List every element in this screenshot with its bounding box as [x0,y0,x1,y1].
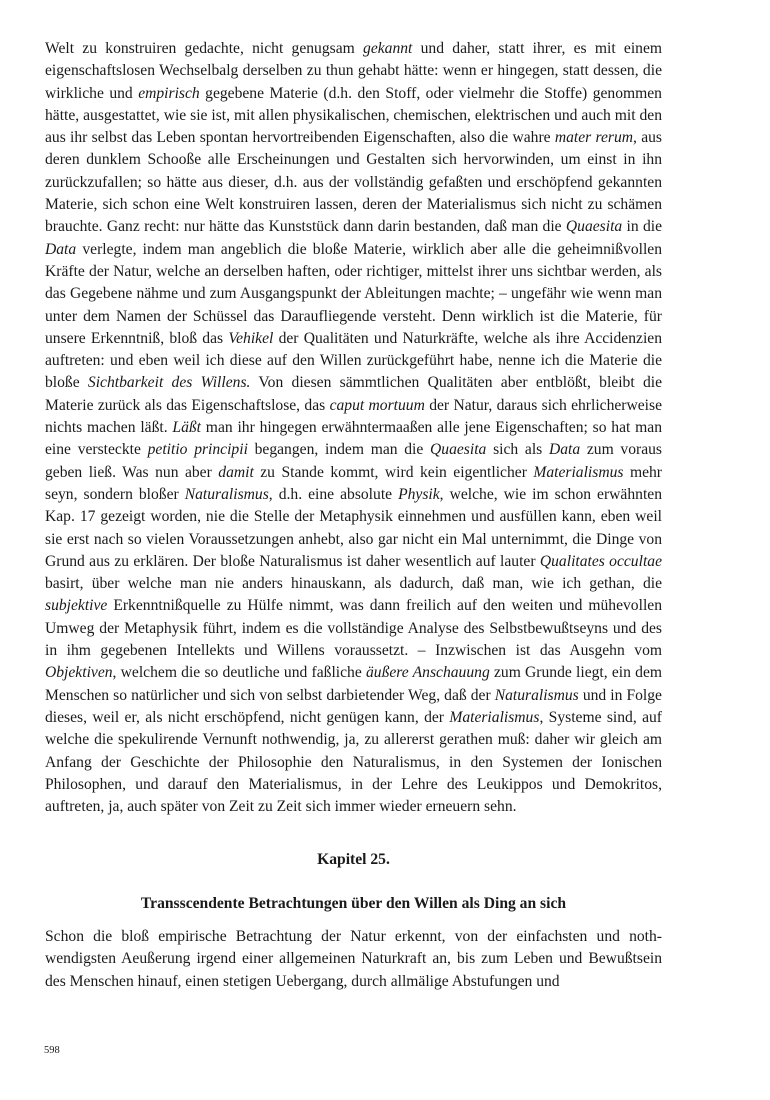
text-run: , Systeme sind, auf welche die spekulirende Vernunft nothwendig, ja, zu allererst gerathen muß: daher wir gleich am Anfang der Geschichte der Philosophie den Naturalismus, in den Systemen der Ionischen Philosophen, und darauf den Materialismus, in der Lehre des Leukippos und Demokritos, auftreten, ja, auch später von Zeit zu Zeit sich immer wieder erneuern sehn. [45,708,662,816]
body-paragraph [45,926,662,993]
text-run: Erkenntnißquelle zu Hülfe nimmt, was dann freilich auf den weiten und mühevollen Umweg der Metaphysik führt, indem es die vollständige Analyse des Selbstbewußtseyns und des in ihm gegebenen Intellekts und Willens voraussetzt. – Inzwischen ist das Ausgehn vom [45,597,662,660]
text-run: Schon die bloß empirische Betrachtung der Natur erkennt, von der einfachsten und nothwendigsten Aeußerung irgend einer allgemeinen Naturkraft an, bis zum Leben und Bewußtsein des Menschen hinauf, einen stetigen Uebergang, durch allmälige Abstufungen und [45,927,662,990]
text-run: basirt, über welche man nie anders hinauskann, als dadurch, daß man, wie ich gethan, die [45,575,662,593]
text-run: zum voraus geben ließ. Was nun aber [45,441,663,481]
italic-run: empirisch [138,84,200,102]
text-run: begangen, indem man die [247,441,431,459]
italic-run: Quaesita [430,441,487,459]
italic-run: Naturalismus [494,686,579,704]
text-run: zum Grunde liegt, ein dem Menschen so natürlicher und sich von selbst darbietender Weg, daß der [45,664,662,704]
italic-run: caput mortuum [329,396,425,414]
italic-run: petitio principii [147,441,248,459]
italic-run: Materialismus [533,463,624,481]
text-run: verlegte, indem man angeblich die bloße Materie, wirklich aber alle die geheimnißvollen Kräfte der Natur, welche an derselben haften, oder richtiger, mittelst ihrer uns sichtbar werden, als das Gegebene nähme und zum Ausgangspunkt der Ableitungen machte; – ungefähr wie wenn man unter dem Namen der Schüssel das Daraufliegende versteht. Denn wirklich ist die Materie, für unsere Erkenntniß, bloß das [45,240,662,347]
italic-run: Physik [398,485,440,503]
italic-run: Sichtbarkeit des Willens. [87,374,251,392]
italic-run: subjektive [45,597,108,615]
body-paragraph [45,38,662,818]
text-run: gegebene Materie (d.h. den Stoff, oder vielmehr die Stoffe) genommen hätte, ausgestattet, wie sie ist, mit allen physikalischen, chemischen, elektrischen und auch mit den aus ihr selbst das Leben spontan hervortreibenden Eigenschaften, also die wahre [45,84,662,147]
text-run: man ihr hingegen erwähntermaaßen alle jene Eigenschaften; so hat man eine versteckte [45,419,662,459]
page-number: 598 [44,1045,60,1056]
italic-run: mater rerum [554,129,634,147]
text-run: mehr seyn, sondern bloßer [45,463,662,503]
italic-run: Data [548,441,581,459]
italic-run: Läßt [172,419,202,437]
italic-run: Materialismus [449,708,540,726]
text-run: in die [622,218,662,236]
chapter-subtitle: Transscendente Betrachtungen über den Willen als Ding an sich [140,894,567,912]
page-body [45,38,662,993]
text-run: und in Folge dieses, weil er, als nicht erschöpfend, nicht genügen kann, der [45,686,662,726]
italic-run: Qualitates occultae [539,552,662,570]
italic-run: Quaesita [565,218,623,236]
italic-run: Data [45,240,77,258]
italic-run: Naturalismus [184,485,269,503]
text-run: Welt zu konstruiren gedachte, nicht genugsam [45,40,364,57]
italic-run: gekannt [363,40,413,57]
italic-run: damit [218,463,254,481]
italic-run: Objektiven [45,664,113,682]
text-run: , d.h. eine absolute [268,485,399,503]
italic-run: Vehikel [228,329,274,347]
text-run: , welchem die so deutliche und faßliche [112,664,366,682]
text-run: und daher, statt ihrer, es mit einem eigenschaftslosen Wechselbalg derselben zu thun gehabt hätte: wenn er hingegen, statt dessen, die wirkliche und [45,40,663,102]
text-run: der Natur, daraus sich ehrlicherweise nichts machen läßt. [45,396,663,437]
chapter-heading: Kapitel 25. [317,851,390,869]
text-run: der Qualitäten und Naturkräfte, welche als ihre Accidenzien auftreten: und eben weil ich diese auf den Willen zurückgeführt habe, nenne ich die Materie die bloße [45,329,662,392]
italic-run: äußere Anschauung [365,664,490,682]
text-run: Von diesen sämmtlichen Qualitäten aber entblößt, bleibt die Materie zurück als das Eigenschaftslose, das [45,374,663,414]
text-run: sich als [486,441,549,459]
text-run: , aus deren dunklem Schooße alle Erscheinungen und Gestalten sich hervorwinden, um einst in ihn zurückzufallen; so hätte aus dieser, d.h. aus der vollständig gefaßten und erschöpfend gekannten Materie, sich schon eine Welt konstruiren lassen, deren der Materialismus sich nicht zu schämen brauchte. Ganz recht: nur hätte das Kunststück dann darin bestanden, daß man die [45,129,662,236]
text-run: , welche, wie im schon erwähnten Kap. 17 gezeigt worden, nie die Stelle der Metaphysik einnehmen und ausfüllen kann, eben weil sie erst nach so vielen Voraussetzungen anhebt, also gar nicht ein Mal unternimmt, die Dinge von Grund aus zu erklären. Der bloße Naturalismus ist daher wesentlich auf lauter [45,485,662,570]
text-run: zu Stande kommt, wird kein eigentlicher [253,463,534,481]
